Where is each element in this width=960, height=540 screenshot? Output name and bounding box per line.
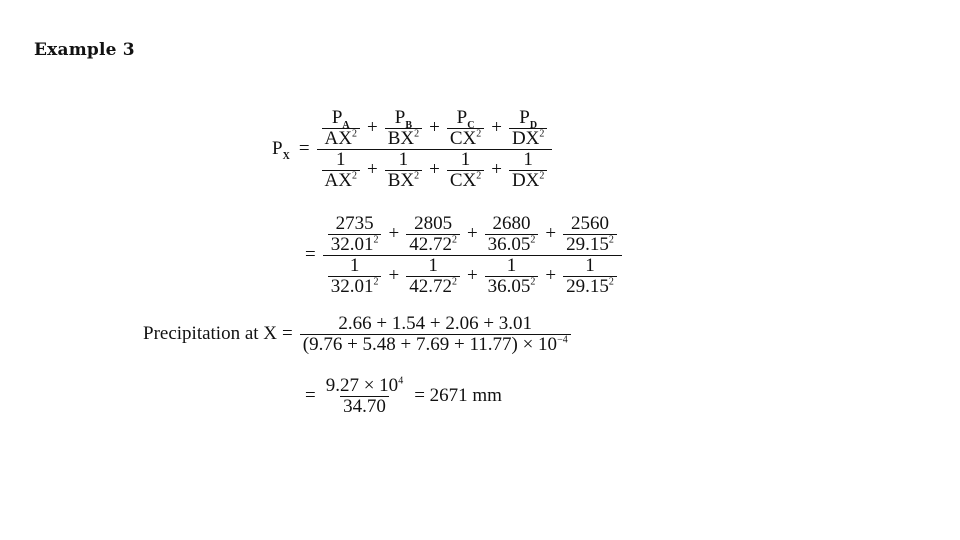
term-exponent: 2 bbox=[373, 276, 379, 288]
precipitation-label: Precipitation at X bbox=[143, 323, 278, 345]
term-fraction bbox=[563, 256, 617, 297]
term-base: 36.05 bbox=[487, 275, 531, 297]
term-denominator bbox=[509, 128, 547, 149]
term-base: 36.05 bbox=[487, 233, 531, 255]
term-numerator bbox=[329, 107, 353, 131]
term-exponent: 2 bbox=[451, 276, 457, 288]
term-exponent: 2 bbox=[539, 170, 545, 182]
term-numerator: 1 bbox=[585, 254, 595, 276]
numerator-sum bbox=[326, 214, 619, 255]
term-numerator: 1 bbox=[428, 254, 438, 276]
term-exponent: 2 bbox=[351, 170, 357, 182]
term-denominator bbox=[328, 234, 382, 255]
result-fraction bbox=[323, 376, 406, 417]
term-denominator bbox=[322, 128, 360, 149]
term-denominator bbox=[406, 276, 460, 297]
term-numerator: 2735 bbox=[335, 213, 374, 234]
term-denominator bbox=[322, 170, 360, 191]
term-subscript: D bbox=[529, 119, 538, 131]
term-numerator: 1 bbox=[349, 254, 360, 276]
term-exponent: 2 bbox=[414, 170, 420, 182]
plus-sign: + bbox=[466, 265, 478, 287]
term-denominator bbox=[385, 128, 422, 149]
equals-sign: = bbox=[305, 244, 316, 266]
slide-title: Example 3 bbox=[34, 40, 135, 60]
term-denominator bbox=[328, 276, 382, 297]
term-denominator bbox=[385, 170, 422, 191]
denominator-sum bbox=[320, 150, 550, 191]
precipitation-denominator: $(9.76 + 5.48 + 7.69 + 11.77) \times 10^{-4}$ bbox=[300, 334, 571, 355]
equation-symbolic bbox=[272, 108, 554, 191]
term-fraction bbox=[406, 256, 460, 297]
term-fraction bbox=[447, 150, 484, 191]
term-subscript: C bbox=[467, 119, 475, 131]
term-fraction bbox=[385, 108, 422, 149]
term-fraction bbox=[563, 214, 617, 255]
term-base: 32.01 bbox=[330, 233, 374, 255]
lhs-px: $P_X$ bbox=[272, 138, 290, 163]
term-symbol: P bbox=[519, 107, 530, 128]
term-exponent: 2 bbox=[608, 276, 614, 288]
term-base: BX bbox=[387, 169, 415, 191]
term-denominator bbox=[485, 276, 539, 297]
term-symbol: P bbox=[394, 107, 406, 128]
term-base: 29.15 bbox=[566, 233, 609, 255]
term-denominator bbox=[406, 234, 460, 255]
term-fraction bbox=[385, 150, 422, 191]
term-symbol: P bbox=[331, 107, 343, 128]
term-denominator bbox=[447, 170, 484, 191]
term-fraction bbox=[509, 150, 547, 191]
term-numerator: 2805 bbox=[414, 213, 453, 234]
term-base: AX bbox=[324, 127, 352, 149]
numerator-sum bbox=[320, 108, 550, 149]
plus-sign: + bbox=[491, 159, 502, 181]
plus-sign: + bbox=[545, 265, 557, 287]
plus-sign: + bbox=[429, 117, 440, 139]
term-base: AX bbox=[324, 169, 352, 191]
term-numerator: 1 bbox=[336, 148, 346, 170]
plus-sign: + bbox=[366, 117, 378, 139]
term-fraction bbox=[485, 256, 539, 297]
equals-sign: = bbox=[305, 385, 316, 407]
term-exponent: 2 bbox=[608, 234, 614, 246]
equation-substituted bbox=[300, 214, 624, 297]
plus-sign: + bbox=[491, 117, 502, 139]
term-denominator bbox=[563, 276, 617, 297]
result-value: = 2671 mm bbox=[414, 385, 502, 407]
term-numerator: 1 bbox=[460, 148, 471, 170]
term-numerator: 1 bbox=[506, 254, 517, 276]
equation-result bbox=[300, 376, 502, 417]
term-subscript: A bbox=[342, 119, 350, 131]
result-denominator: 34.70 bbox=[340, 396, 389, 417]
term-denominator bbox=[563, 234, 617, 255]
term-fraction bbox=[328, 214, 382, 255]
term-base: 42.72 bbox=[409, 233, 452, 255]
plus-sign: + bbox=[366, 159, 378, 181]
term-denominator bbox=[447, 128, 484, 149]
term-exponent: 2 bbox=[414, 128, 420, 140]
term-numerator bbox=[392, 107, 415, 131]
equation-precipitation bbox=[143, 314, 573, 355]
equals-sign: = bbox=[298, 138, 310, 160]
term-exponent: 2 bbox=[476, 170, 482, 182]
term-denominator bbox=[485, 234, 539, 255]
term-base: CX bbox=[449, 127, 477, 149]
term-exponent: 2 bbox=[351, 128, 357, 140]
plus-sign: + bbox=[466, 223, 478, 245]
term-exponent: 2 bbox=[530, 234, 536, 246]
term-subscript: B bbox=[405, 119, 413, 131]
term-base: BX bbox=[387, 127, 415, 149]
main-fraction bbox=[317, 108, 553, 191]
term-exponent: 2 bbox=[539, 128, 545, 140]
term-numerator bbox=[516, 107, 540, 131]
term-numerator: 2560 bbox=[571, 213, 609, 234]
term-exponent: 2 bbox=[530, 276, 536, 288]
term-base: CX bbox=[449, 169, 477, 191]
precipitation-fraction bbox=[300, 314, 571, 355]
term-fraction bbox=[322, 150, 360, 191]
term-fraction bbox=[509, 108, 547, 149]
term-exponent: 2 bbox=[476, 128, 482, 140]
term-base: 29.15 bbox=[566, 275, 609, 297]
term-numerator bbox=[454, 107, 478, 131]
plus-sign: + bbox=[388, 265, 400, 287]
term-exponent: 2 bbox=[373, 234, 379, 246]
term-numerator: 1 bbox=[523, 148, 533, 170]
result-numerator: $9.27 \times 10^4$ bbox=[325, 375, 404, 396]
term-fraction bbox=[406, 214, 460, 255]
term-base: DX bbox=[511, 127, 540, 149]
main-fraction bbox=[323, 214, 622, 297]
term-fraction bbox=[322, 108, 360, 149]
precipitation-numerator: 2.66 + 1.54 + 2.06 + 3.01 bbox=[338, 313, 533, 334]
term-symbol: P bbox=[456, 107, 468, 128]
term-base: 32.01 bbox=[330, 275, 374, 297]
plus-sign: + bbox=[545, 223, 557, 245]
term-numerator: 1 bbox=[398, 148, 409, 170]
term-denominator bbox=[509, 170, 547, 191]
term-exponent: 2 bbox=[451, 234, 457, 246]
equals-sign: = bbox=[282, 323, 293, 345]
term-numerator: 2680 bbox=[492, 213, 531, 234]
term-fraction bbox=[447, 108, 484, 149]
term-fraction bbox=[485, 214, 539, 255]
term-base: 42.72 bbox=[409, 275, 452, 297]
denominator-sum bbox=[326, 256, 619, 297]
plus-sign: + bbox=[429, 159, 440, 181]
term-fraction bbox=[328, 256, 382, 297]
term-base: DX bbox=[511, 169, 540, 191]
plus-sign: + bbox=[388, 223, 400, 245]
